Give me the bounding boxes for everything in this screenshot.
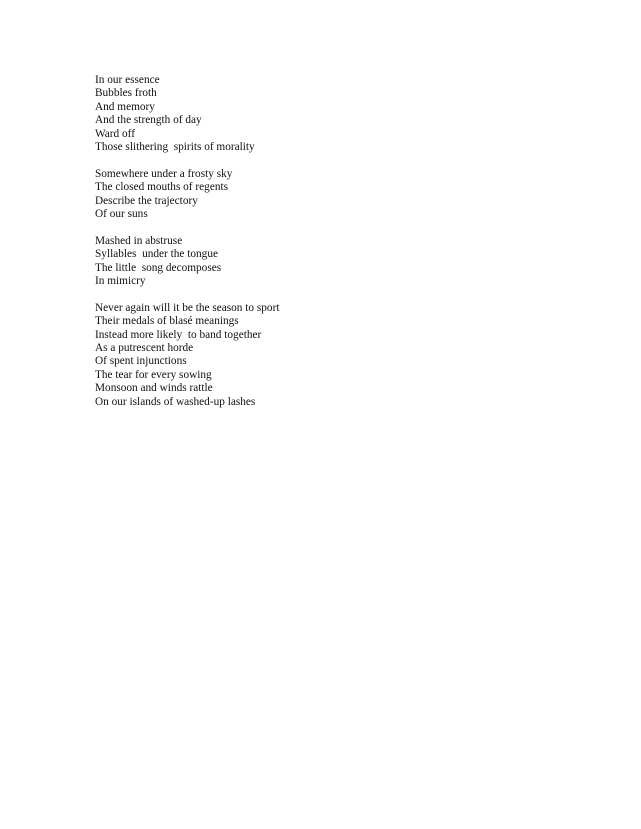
poem-stanza-2: [95, 168, 575, 222]
poem-line: Monsoon and winds rattle: [95, 382, 213, 395]
poem-line: The little song decomposes: [95, 261, 222, 274]
poem-line: Their medals of blasé meanings: [95, 315, 239, 328]
poem-line: Mashed in abstruse: [95, 234, 183, 247]
poem-stanza-3: [95, 235, 575, 289]
poem-line: Ward off: [95, 127, 135, 140]
poem-line: Bubbles froth: [95, 87, 157, 100]
poem-line: The closed mouths of regents: [95, 181, 229, 194]
poem-line: On our islands of washed-up lashes: [95, 395, 256, 408]
poem-line: In mimicry: [95, 275, 146, 288]
poem-line: The tear for every sowing: [95, 368, 212, 381]
poem-line: Those slithering spirits of morality: [95, 141, 255, 154]
poem-stanza-1: [95, 74, 575, 154]
poem-line: Describe the trajectory: [95, 194, 198, 207]
poem-line: Somewhere under a frosty sky: [95, 167, 233, 180]
poem-line: Of spent injunctions: [95, 355, 187, 368]
poem-line: And the strength of day: [95, 114, 202, 127]
poem-line: Syllables under the tongue: [95, 248, 218, 261]
poem-line: In our essence: [95, 74, 160, 86]
poem-body: [95, 74, 575, 423]
poem-line: Instead more likely to band together: [95, 328, 262, 341]
poem-line: And memory: [95, 100, 155, 113]
poem-line: Never again will it be the season to sport: [95, 301, 280, 314]
poem-line: Of our suns: [95, 208, 148, 221]
poem-line: As a putrescent horde: [95, 342, 194, 355]
poem-stanza-4: [95, 302, 575, 409]
